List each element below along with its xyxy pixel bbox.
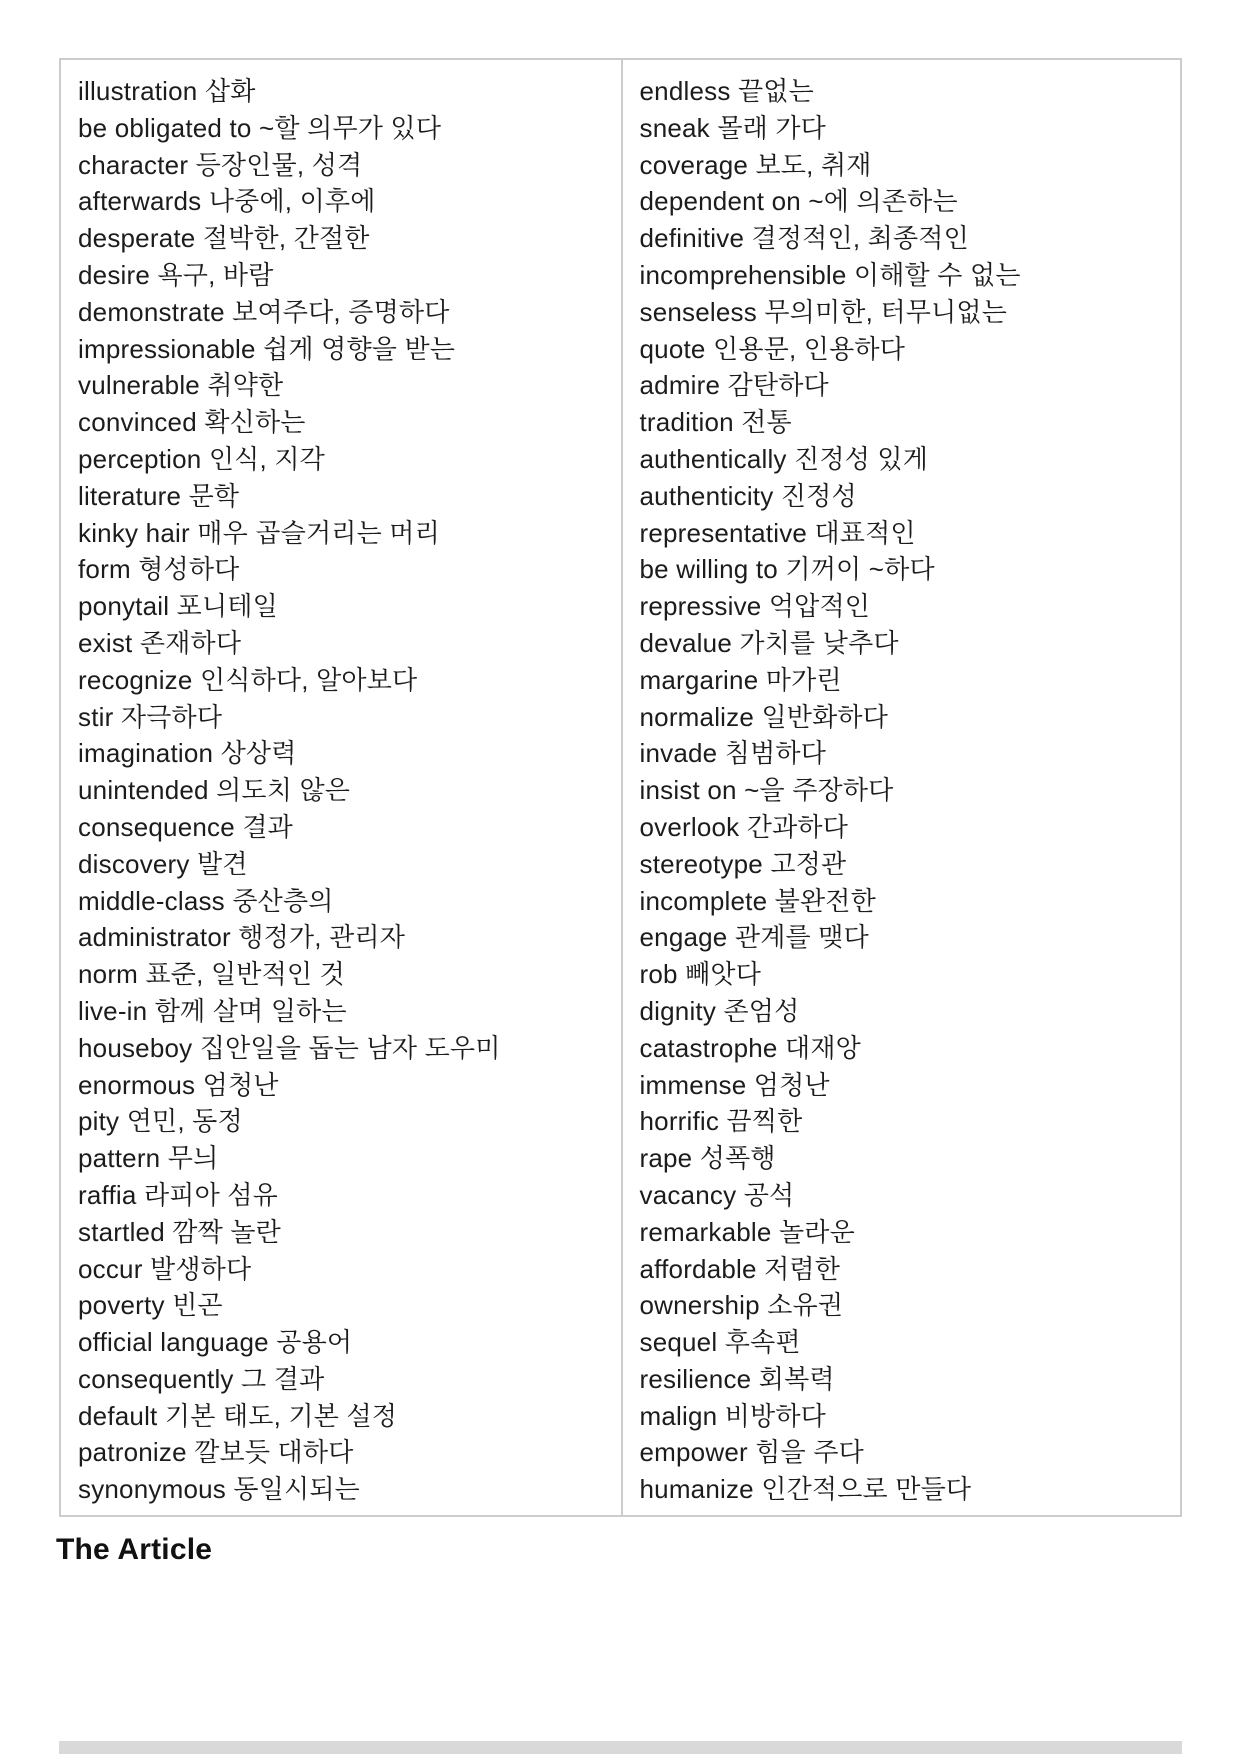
vocab-meaning: 침범하다 bbox=[717, 738, 827, 769]
vocab-term: authentically bbox=[639, 443, 787, 474]
vocab-meaning: 고정관 bbox=[762, 848, 847, 879]
vocab-meaning: 발생하다 bbox=[142, 1253, 252, 1284]
vocab-meaning: 몰래 가다 bbox=[709, 112, 827, 143]
vocab-term: empower bbox=[639, 1437, 748, 1468]
vocab-meaning: 대표적인 bbox=[807, 517, 916, 548]
vocab-term: affordable bbox=[639, 1253, 757, 1284]
vocab-term: invade bbox=[639, 738, 718, 769]
vocab-term: horrific bbox=[639, 1106, 720, 1137]
vocab-entry bbox=[78, 699, 613, 736]
vocab-entry bbox=[78, 772, 613, 809]
vocab-term: insist on bbox=[639, 775, 737, 806]
vocab-meaning: 발견 bbox=[189, 848, 248, 879]
vocab-term: immense bbox=[639, 1069, 747, 1100]
vocab-term: stereotype bbox=[639, 848, 763, 879]
vocab-entry bbox=[78, 1398, 613, 1435]
vocab-term: raffia bbox=[78, 1179, 137, 1210]
vocab-entry bbox=[78, 220, 613, 257]
vocab-entry bbox=[640, 1471, 1173, 1508]
vocab-entry bbox=[640, 1251, 1173, 1288]
vocab-term: representative bbox=[639, 517, 808, 548]
vocab-entry bbox=[78, 1471, 613, 1508]
vocab-meaning: 집안일을 돕는 남자 도우미 bbox=[192, 1032, 501, 1063]
vocab-entry bbox=[640, 220, 1173, 257]
vocab-meaning: 라피아 섬유 bbox=[136, 1179, 278, 1210]
vocab-entry bbox=[640, 1067, 1173, 1104]
vocab-meaning: 공석 bbox=[736, 1179, 795, 1210]
vocab-meaning: 문학 bbox=[181, 480, 240, 511]
vocab-term: repressive bbox=[639, 591, 762, 622]
vocab-term: ponytail bbox=[78, 591, 170, 622]
vocab-entry bbox=[78, 735, 613, 772]
vocab-meaning: 끔찍한 bbox=[719, 1106, 803, 1137]
vocab-meaning: 인식, 지각 bbox=[201, 443, 325, 474]
vocab-meaning: 의도치 않은 bbox=[208, 775, 351, 806]
vocab-meaning: 중산층의 bbox=[224, 885, 334, 916]
vocab-entry bbox=[640, 1214, 1173, 1251]
vocab-term: tradition bbox=[639, 407, 734, 438]
vocab-meaning: 회복력 bbox=[751, 1363, 835, 1394]
vocab-term: exist bbox=[78, 627, 133, 658]
vocab-entry bbox=[78, 257, 613, 294]
vocab-entry bbox=[640, 441, 1173, 478]
vocab-column-right bbox=[621, 60, 1181, 1515]
vocab-term: admire bbox=[639, 370, 721, 401]
vocab-term: dignity bbox=[639, 995, 717, 1026]
vocab-meaning: 간과하다 bbox=[739, 811, 849, 842]
vocab-term: demonstrate bbox=[78, 296, 225, 327]
vocab-meaning: 감탄하다 bbox=[720, 370, 829, 401]
vocab-meaning: 깔보듯 대하다 bbox=[186, 1437, 354, 1468]
vocab-entry bbox=[78, 1361, 613, 1398]
vocab-meaning: 비방하다 bbox=[717, 1400, 826, 1431]
vocab-term: definitive bbox=[639, 223, 745, 254]
vocab-term: pattern bbox=[78, 1143, 161, 1174]
vocab-entry bbox=[640, 404, 1173, 441]
vocab-meaning: 취약한 bbox=[199, 370, 284, 401]
vocab-meaning: 포니테일 bbox=[169, 591, 278, 622]
vocab-term: authenticity bbox=[639, 480, 774, 511]
vocab-meaning: 인식하다, 알아보다 bbox=[192, 664, 418, 695]
vocab-term: margarine bbox=[639, 664, 759, 695]
vocab-entry bbox=[78, 993, 613, 1030]
vocab-entry bbox=[640, 625, 1173, 662]
vocab-meaning: 등장인물, 성격 bbox=[188, 149, 363, 180]
vocab-term: convinced bbox=[78, 407, 197, 438]
vocab-entry bbox=[78, 1177, 613, 1214]
vocab-term: rape bbox=[639, 1143, 693, 1174]
vocab-term: illustration bbox=[78, 76, 198, 106]
vocab-entry bbox=[78, 147, 613, 184]
vocab-meaning: 표준, 일반적인 것 bbox=[138, 959, 345, 990]
vocab-meaning: 결과 bbox=[234, 811, 293, 842]
vocab-entry bbox=[78, 919, 613, 956]
vocab-meaning: 기본 태도, 기본 설정 bbox=[157, 1400, 398, 1431]
vocab-term: consequence bbox=[78, 811, 235, 842]
vocab-entry bbox=[78, 515, 613, 552]
vocab-entry bbox=[640, 588, 1173, 625]
vocab-term: remarkable bbox=[639, 1216, 772, 1247]
vocab-meaning: 진정성 있게 bbox=[786, 443, 929, 474]
vocab-meaning: 확신하는 bbox=[196, 407, 306, 438]
vocab-entry bbox=[640, 110, 1173, 147]
vocab-term: rob bbox=[639, 959, 678, 990]
vocab-entry bbox=[640, 478, 1173, 515]
vocab-term: norm bbox=[78, 959, 139, 990]
vocab-term: overlook bbox=[639, 811, 740, 842]
vocab-term: houseboy bbox=[78, 1032, 193, 1063]
vocab-meaning: 빼앗다 bbox=[677, 959, 762, 990]
vocab-meaning: 불완전한 bbox=[767, 885, 876, 916]
vocab-term: official language bbox=[78, 1327, 269, 1358]
vocab-term: desperate bbox=[78, 223, 196, 254]
vocab-term: default bbox=[78, 1400, 158, 1431]
vocab-term: imagination bbox=[78, 738, 214, 769]
vocab-meaning: 무의미한, 터무니없는 bbox=[756, 296, 1008, 327]
vocab-entry bbox=[640, 662, 1173, 699]
vocab-meaning: 저렴한 bbox=[756, 1253, 841, 1284]
vocab-meaning: 형성하다 bbox=[130, 554, 240, 585]
vocab-meaning: 존재하다 bbox=[132, 627, 242, 658]
vocab-term: recognize bbox=[78, 664, 193, 695]
vocab-meaning: 무늬 bbox=[160, 1143, 219, 1174]
vocab-term: form bbox=[78, 554, 131, 585]
vocab-meaning: 빈곤 bbox=[164, 1290, 223, 1321]
vocab-term: middle-class bbox=[78, 885, 225, 916]
vocab-term: ownership bbox=[639, 1290, 760, 1321]
vocab-term: catastrophe bbox=[639, 1032, 778, 1063]
vocab-meaning: 관계를 맺다 bbox=[727, 922, 869, 953]
vocab-meaning: 결정적인, 최종적인 bbox=[744, 223, 969, 254]
vocab-meaning: 자극하다 bbox=[113, 701, 223, 732]
vocab-meaning: 억압적인 bbox=[761, 591, 871, 622]
vocab-meaning: 절박한, 간절한 bbox=[195, 223, 370, 254]
vocab-entry bbox=[78, 183, 613, 220]
vocab-meaning: 힘을 주다 bbox=[747, 1437, 864, 1468]
vocab-entry bbox=[78, 367, 613, 404]
vocab-meaning: 이해할 수 없는 bbox=[846, 259, 1021, 290]
vocab-entry bbox=[640, 919, 1173, 956]
vocab-entry bbox=[640, 1287, 1173, 1324]
vocab-meaning: 진정성 bbox=[773, 480, 857, 511]
vocab-entry bbox=[640, 73, 1173, 110]
vocab-term: discovery bbox=[78, 848, 190, 879]
vocab-entry bbox=[78, 1067, 613, 1104]
vocab-meaning: 행정가, 관리자 bbox=[230, 922, 406, 953]
vocab-entry bbox=[640, 183, 1173, 220]
vocab-term: engage bbox=[639, 922, 728, 953]
vocab-entry bbox=[78, 331, 613, 368]
vocab-entry bbox=[78, 73, 613, 110]
vocab-box bbox=[59, 58, 1182, 1517]
vocab-entry bbox=[78, 441, 613, 478]
vocab-meaning: 일반화하다 bbox=[754, 701, 889, 732]
vocab-entry bbox=[78, 478, 613, 515]
vocab-entry bbox=[640, 1398, 1173, 1435]
vocab-term: administrator bbox=[78, 922, 231, 953]
vocab-entry bbox=[78, 110, 613, 147]
vocab-meaning: 매우 곱슬거리는 머리 bbox=[189, 517, 440, 548]
vocab-entry bbox=[640, 699, 1173, 736]
vocab-term: afterwards bbox=[78, 186, 202, 217]
vocab-entry bbox=[640, 1030, 1173, 1067]
vocab-entry bbox=[78, 1251, 613, 1288]
vocab-entry bbox=[78, 1434, 613, 1471]
vocab-term: incomplete bbox=[639, 885, 768, 916]
vocab-meaning: 쉽게 영향을 받는 bbox=[255, 333, 456, 364]
vocab-term: impressionable bbox=[78, 333, 256, 364]
vocab-meaning: 엄청난 bbox=[195, 1069, 279, 1100]
vocab-meaning: 욕구, 바람 bbox=[150, 259, 274, 290]
vocab-meaning: 엄청난 bbox=[746, 1069, 830, 1100]
vocab-meaning: 동일시되는 bbox=[225, 1474, 360, 1505]
vocab-meaning: 공용어 bbox=[268, 1327, 353, 1358]
vocab-entry bbox=[78, 625, 613, 662]
vocab-meaning: 마가린 bbox=[758, 664, 842, 695]
vocab-term: endless bbox=[639, 76, 731, 106]
vocab-term: poverty bbox=[78, 1290, 165, 1321]
vocab-entry bbox=[78, 294, 613, 331]
vocab-term: sequel bbox=[639, 1327, 718, 1358]
vocab-term: malign bbox=[639, 1400, 718, 1431]
vocab-entry bbox=[640, 367, 1173, 404]
vocab-meaning: 끝없는 bbox=[730, 76, 814, 106]
vocab-term: live-in bbox=[78, 995, 148, 1026]
vocab-meaning: ~에 의존하는 bbox=[800, 186, 958, 217]
vocab-entry bbox=[78, 956, 613, 993]
vocab-column-left bbox=[61, 60, 621, 1515]
vocab-entry bbox=[78, 662, 613, 699]
vocab-meaning: 가치를 낮추다 bbox=[731, 627, 899, 658]
vocab-entry bbox=[78, 1103, 613, 1140]
vocab-term: desire bbox=[78, 259, 151, 290]
vocab-meaning: 깜짝 놀란 bbox=[164, 1216, 281, 1247]
vocab-term: enormous bbox=[78, 1069, 196, 1100]
vocab-meaning: 연민, 동정 bbox=[119, 1106, 243, 1137]
vocab-meaning: 후속편 bbox=[717, 1327, 801, 1358]
vocab-meaning: 인간적으로 만들다 bbox=[753, 1474, 972, 1505]
vocab-entry bbox=[78, 588, 613, 625]
vocab-meaning: 존엄성 bbox=[716, 995, 800, 1026]
article-heading: The Article bbox=[56, 1533, 213, 1566]
vocab-term: dependent on bbox=[639, 186, 801, 217]
vocab-term: kinky hair bbox=[78, 517, 190, 548]
vocab-meaning: 소유권 bbox=[759, 1290, 844, 1321]
vocab-meaning: 함께 살며 일하는 bbox=[147, 995, 347, 1026]
next-section-strip bbox=[59, 1741, 1182, 1754]
vocab-term: synonymous bbox=[78, 1474, 226, 1505]
vocab-entry bbox=[640, 294, 1173, 331]
vocab-term: humanize bbox=[639, 1474, 754, 1505]
vocab-meaning: 성폭행 bbox=[692, 1143, 776, 1174]
vocab-entry bbox=[78, 1287, 613, 1324]
vocab-entry bbox=[640, 551, 1173, 588]
vocab-entry bbox=[78, 1140, 613, 1177]
vocab-term: senseless bbox=[639, 296, 757, 327]
vocab-term: quote bbox=[639, 333, 706, 364]
vocab-term: pity bbox=[78, 1106, 120, 1137]
vocab-meaning: 보여주다, 증명하다 bbox=[224, 296, 450, 327]
vocab-meaning: 기꺼이 ~하다 bbox=[777, 554, 935, 585]
vocab-meaning: ~을 주장하다 bbox=[736, 775, 894, 806]
vocab-entry bbox=[78, 404, 613, 441]
vocab-term: resilience bbox=[639, 1363, 752, 1394]
vocab-term: coverage bbox=[639, 149, 749, 180]
vocab-term: be obligated to bbox=[78, 112, 252, 143]
vocab-entry bbox=[78, 809, 613, 846]
vocab-entry bbox=[78, 883, 613, 920]
vocab-meaning: 인용문, 인용하다 bbox=[705, 333, 906, 364]
vocab-entry bbox=[640, 883, 1173, 920]
vocab-term: sneak bbox=[639, 112, 710, 143]
vocab-entry bbox=[640, 257, 1173, 294]
vocab-entry bbox=[78, 1214, 613, 1251]
vocab-meaning: 대재앙 bbox=[777, 1032, 861, 1063]
vocab-term: stir bbox=[78, 701, 114, 732]
vocab-entry bbox=[78, 551, 613, 588]
vocab-term: be willing to bbox=[639, 554, 778, 585]
vocab-term: consequently bbox=[78, 1363, 234, 1394]
vocab-meaning: 그 결과 bbox=[233, 1363, 325, 1394]
vocab-entry bbox=[78, 846, 613, 883]
vocab-meaning: 보도, 취재 bbox=[748, 149, 872, 180]
vocab-meaning: 상상력 bbox=[213, 738, 297, 769]
vocab-term: unintended bbox=[78, 775, 209, 806]
vocab-term: perception bbox=[78, 443, 202, 474]
vocab-entry bbox=[640, 1324, 1173, 1361]
vocab-entry bbox=[640, 331, 1173, 368]
vocab-entry bbox=[640, 147, 1173, 184]
vocab-entry bbox=[640, 735, 1173, 772]
vocab-entry bbox=[640, 846, 1173, 883]
vocab-entry bbox=[640, 956, 1173, 993]
vocab-meaning: ~할 의무가 있다 bbox=[251, 112, 442, 143]
vocab-entry bbox=[640, 772, 1173, 809]
vocab-term: vacancy bbox=[639, 1179, 737, 1210]
vocab-meaning: 나중에, 이후에 bbox=[201, 186, 376, 217]
vocab-entry bbox=[78, 1030, 613, 1067]
vocab-entry bbox=[640, 515, 1173, 552]
vocab-term: devalue bbox=[639, 627, 732, 658]
vocab-term: vulnerable bbox=[78, 370, 200, 401]
vocab-entry bbox=[640, 809, 1173, 846]
vocab-meaning: 전통 bbox=[733, 407, 792, 438]
vocab-entry bbox=[640, 1140, 1173, 1177]
vocab-term: literature bbox=[78, 480, 182, 511]
vocab-term: occur bbox=[78, 1253, 143, 1284]
vocab-entry bbox=[640, 1361, 1173, 1398]
vocab-entry bbox=[78, 1324, 613, 1361]
vocab-term: normalize bbox=[639, 701, 755, 732]
vocab-entry bbox=[640, 1103, 1173, 1140]
vocab-term: patronize bbox=[78, 1437, 187, 1468]
vocab-term: incomprehensible bbox=[639, 259, 847, 290]
vocab-entry bbox=[640, 1434, 1173, 1471]
vocab-term: character bbox=[78, 149, 189, 180]
vocab-term: startled bbox=[78, 1216, 165, 1247]
vocab-meaning: 놀라운 bbox=[771, 1216, 855, 1247]
vocab-meaning: 삽화 bbox=[197, 76, 256, 106]
vocab-entry bbox=[640, 1177, 1173, 1214]
vocab-entry bbox=[640, 993, 1173, 1030]
